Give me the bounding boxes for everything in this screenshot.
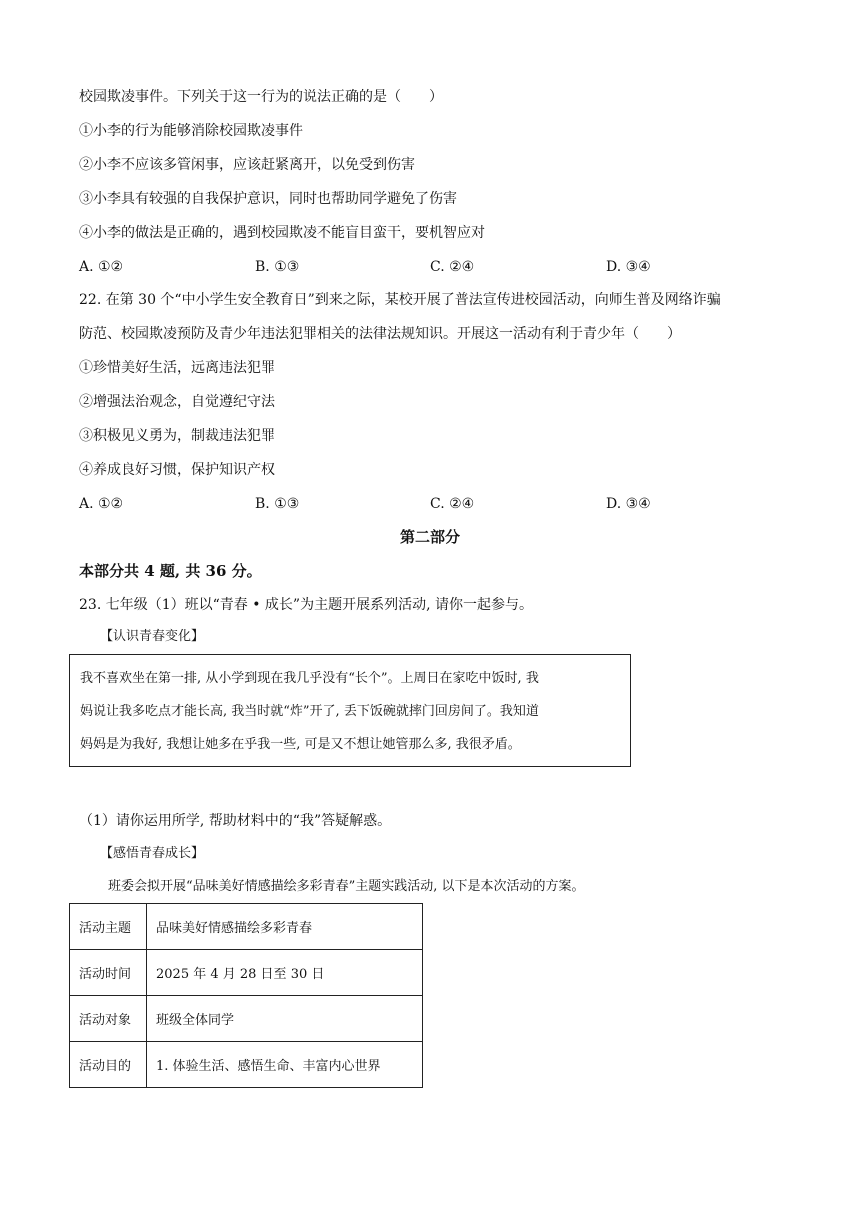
part2-intro: 本部分共 4 题, 共 36 分。 <box>79 562 262 580</box>
plan-key-audience: 活动对象 <box>70 996 147 1042</box>
q21-option-c: C. ②④ <box>430 259 475 275</box>
q21-statement-1: ①小李的行为能够消除校园欺凌事件 <box>79 123 303 139</box>
q23-material-box <box>69 654 631 767</box>
plan-value-time: 2025 年 4 月 28 日至 30 日 <box>147 950 423 996</box>
q21-stem-tail: 校园欺凌事件。下列关于这一行为的说法正确的是（ ） <box>79 89 443 105</box>
q22-stem-line-1: 22. 在第 30 个“中小学生安全教育日”到来之际，某校开展了普法宣传进校园活动，向师生普及网络诈骗 <box>79 292 721 308</box>
table-row <box>70 1042 423 1088</box>
q22-option-a: A. ①② <box>79 496 124 512</box>
q22-stem-line-2: 防范、校园欺凌预防及青少年违法犯罪相关的法律法规知识。开展这一活动有利于青少年（ ） <box>79 326 681 342</box>
q21-option-b: B. ①③ <box>255 259 300 275</box>
plan-value-theme: 品味美好情感描绘多彩青春 <box>147 904 423 950</box>
q23-stem: 23. 七年级（1）班以“青春 • 成长”为主题开展系列活动, 请你一起参与。 <box>79 597 533 613</box>
plan-key-time: 活动时间 <box>70 950 147 996</box>
table-row <box>70 950 423 996</box>
part2-title: 第二部分 <box>399 528 460 546</box>
q23-material-line-2: 妈说让我多吃点才能长高, 我当时就“炸”开了, 丢下饭碗就摔门回房间了。我知道 <box>80 704 539 719</box>
plan-value-purpose: 1. 体验生活、感悟生命、丰富内心世界 <box>147 1042 423 1088</box>
q21-statement-2: ②小李不应该多管闲事，应该赶紧离开，以免受到伤害 <box>79 157 415 173</box>
q23-sub1-heading: 【认识青春变化】 <box>100 629 205 644</box>
q21-statement-4: ④小李的做法是正确的，遇到校园欺凌不能盲目蛮干，要机智应对 <box>79 225 485 241</box>
q23-material-line-1: 我不喜欢坐在第一排, 从小学到现在我几乎没有“长个”。上周日在家吃中饭时, 我 <box>80 671 539 686</box>
q22-statement-2: ②增强法治观念，自觉遵纪守法 <box>79 394 275 410</box>
q23-material-line-3: 妈妈是为我好, 我想让她多在乎我一些, 可是又不想让她管那么多, 我很矛盾。 <box>80 737 521 752</box>
plan-key-purpose: 活动目的 <box>70 1042 147 1088</box>
q23-sub1-question: （1）请你运用所学, 帮助材料中的“我”答疑解惑。 <box>79 813 392 829</box>
q22-option-b: B. ①③ <box>255 496 300 512</box>
q22-option-d: D. ③④ <box>606 496 651 512</box>
plan-key-theme: 活动主题 <box>70 904 147 950</box>
q22-statement-3: ③积极见义勇为，制裁违法犯罪 <box>79 428 275 444</box>
q21-option-d: D. ③④ <box>606 259 651 275</box>
q21-option-a: A. ①② <box>79 259 124 275</box>
q21-statement-3: ③小李具有较强的自我保护意识，同时也帮助同学避免了伤害 <box>79 191 457 207</box>
activity-plan-table <box>69 903 423 1088</box>
q22-statement-1: ①珍惜美好生活，远离违法犯罪 <box>79 360 275 376</box>
q22-statement-4: ④养成良好习惯，保护知识产权 <box>79 462 275 478</box>
q23-sub2-heading: 【感悟青春成长】 <box>100 846 205 861</box>
q23-sub2-intro: 班委会拟开展“品味美好情感描绘多彩青春”主题实践活动, 以下是本次活动的方案。 <box>108 879 585 894</box>
plan-value-audience: 班级全体同学 <box>147 996 423 1042</box>
q22-option-c: C. ②④ <box>430 496 475 512</box>
table-row <box>70 904 423 950</box>
table-row <box>70 996 423 1042</box>
